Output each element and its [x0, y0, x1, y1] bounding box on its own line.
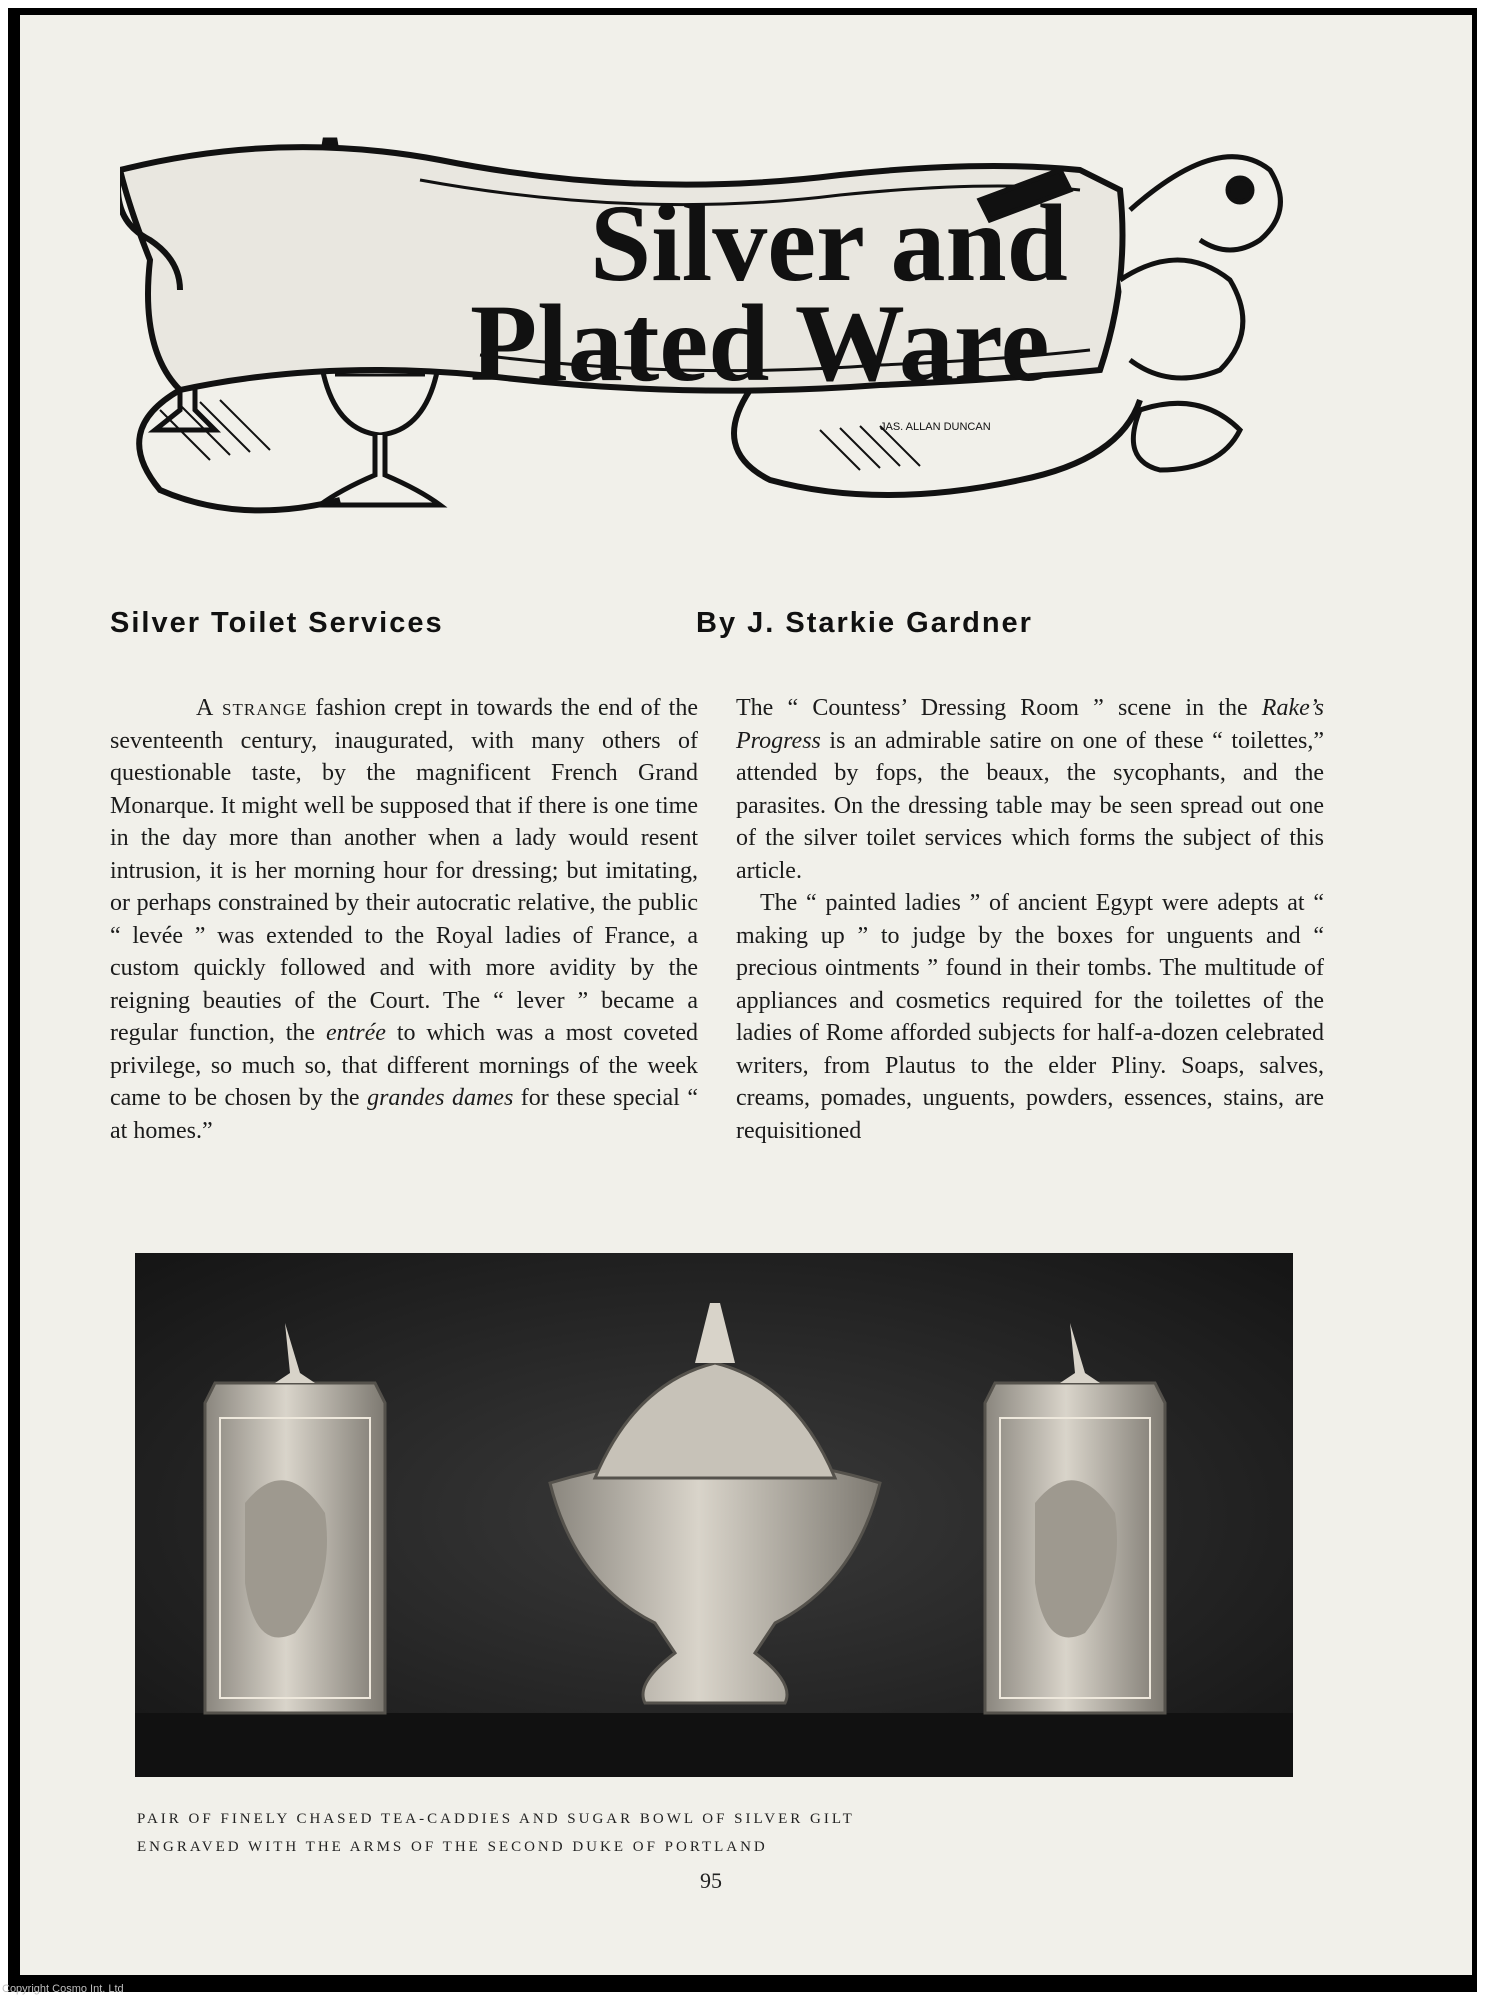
- page-number: 95: [700, 1868, 722, 1893]
- title-banner-illustration: [120, 130, 1300, 530]
- figure-caption: [137, 1805, 1037, 1861]
- tea-caddy-right: [985, 1323, 1165, 1713]
- right-italic-rakes-progress: Rake’s Progress: [736, 695, 1324, 754]
- article-byline: By J. Starkie Gardner: [696, 607, 1033, 639]
- caption-line-1: PAIR OF FINELY CHASED TEA-CADDIES AND SUGAR BOWL OF SILVER GILT: [137, 1811, 855, 1827]
- left-italic-grandes-dames: grandes dames: [367, 1085, 514, 1111]
- ribbon-hatching: [160, 400, 920, 470]
- right-column: [736, 692, 1324, 1147]
- right-paragraph-2: The “ painted ladies ” of ancient Egypt were adepts at “ making up ” to judge by the boxes for unguents and “ precious ointments ” found in their tombs. The multitude of appliances and cosmetics required for the toilettes of the ladies of Rome afforded subjects for half-a-dozen celebrated writers, from Plautus to the elder Pliny. Soaps, salves, creams, pomades, unguents, powders, essences, stains, are requisitioned: [736, 890, 1324, 1144]
- right-text-part-2: is an admirable satire on one of these “ toilettes,” attended by fops, the beaux, the sycophants, and the parasites. On the dressing table may be seen spread out one of the silver toilet services which forms the subject of this article.: [736, 727, 1324, 884]
- banner-title-line1: Silver and: [590, 182, 1068, 304]
- right-text-part-1: The “ Countess’ Dressing Room ” scene in the: [736, 695, 1262, 721]
- banner-title-line2: Plated Ware: [470, 282, 1050, 404]
- left-paragraph-1: [110, 692, 698, 1147]
- tea-caddy-left: [205, 1323, 385, 1713]
- caption-line-2: ENGRAVED WITH THE ARMS OF THE SECOND DUKE OF PORTLAND: [137, 1839, 768, 1855]
- left-column: [110, 692, 698, 1147]
- drop-smallcaps: A strange: [196, 695, 308, 721]
- left-italic-entree: entrée: [325, 1020, 386, 1046]
- silver-photograph: [135, 1253, 1293, 1777]
- left-text-part-3: for these special “ at homes.”: [110, 1085, 698, 1144]
- left-text-part-1: fashion crept in towards the end of the seventeenth century, inaugurated, with many others of questionable taste, by the magnificent French Grand Monarque. It might well be supposed that if there is one time in the day more than another when a lady would resent intrusion, it is her morning hour for dressing; but imitating, or perhaps constrained by their autocratic relative, the public “ levée ” was extended to the Royal ladies of France, a custom quickly followed and with more avidity by the reigning beauties of the Court. The “ lever ” became a regular function, the: [110, 695, 698, 1046]
- left-text-part-2: to which was a most coveted privilege, so much so, that different mornings of the week came to be chosen by the: [110, 1020, 698, 1111]
- copyright-notice: Copyright Cosmo Int. Ltd: [2, 1983, 124, 1995]
- artist-signature: JAS. ALLAN DUNCAN: [880, 421, 991, 433]
- article-title: Silver Toilet Services: [110, 607, 444, 639]
- right-paragraph-1: [736, 692, 1324, 887]
